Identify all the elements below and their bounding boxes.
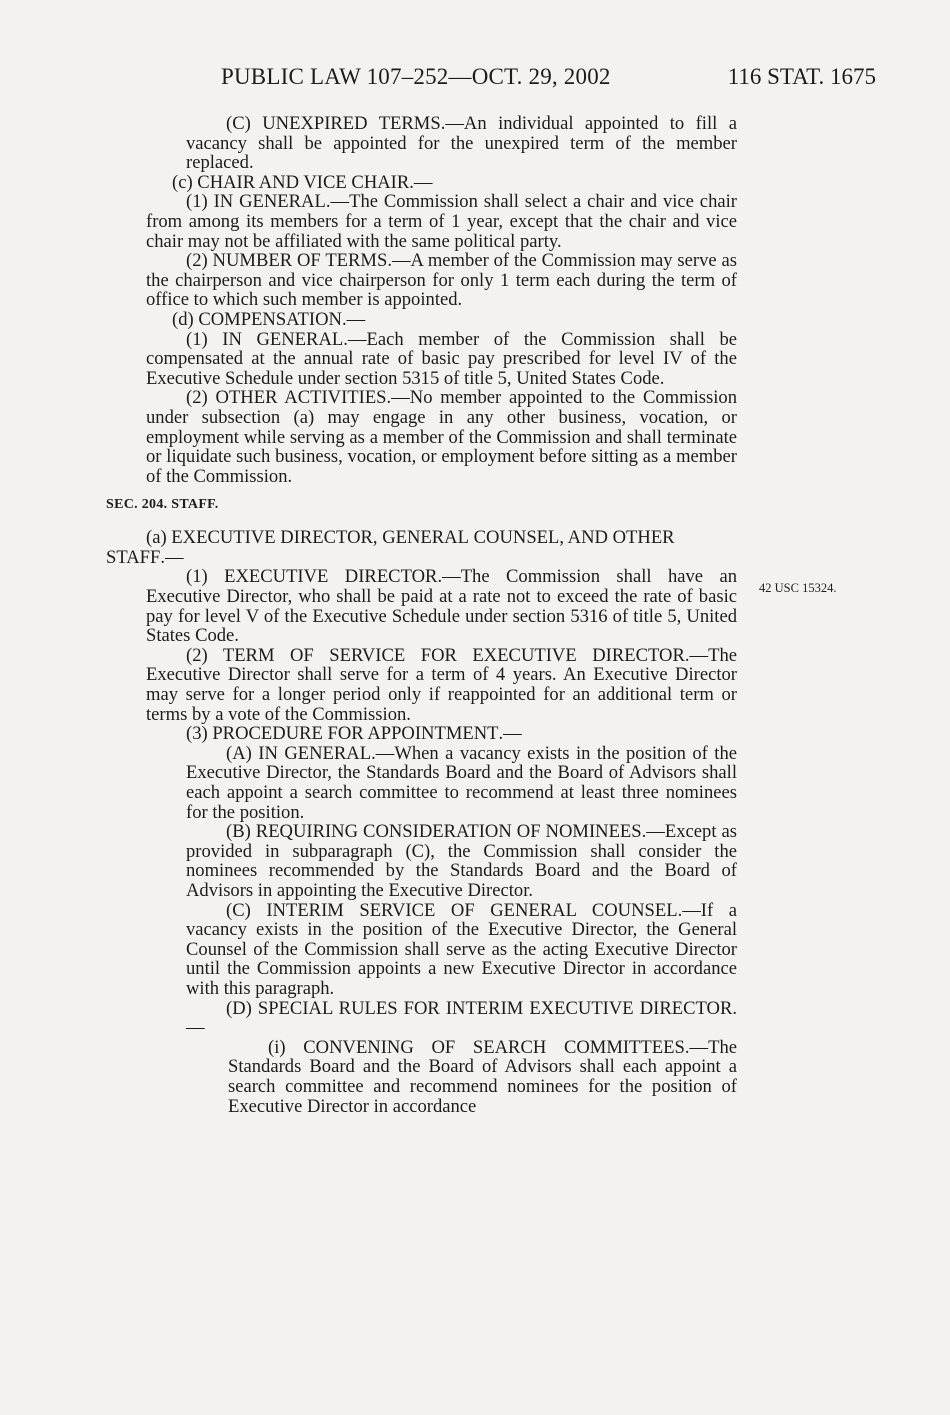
paragraph-convening-search: (i) CONVENING OF SEARCH COMMITTEES.—The Standards Board and the Board of Advisors shall each appoint a search committee and recommend nominees for the position of Executive Director in accordance xyxy=(228,1036,737,1117)
paragraph-executive-director: (1) EXECUTIVE DIRECTOR.—The Commission shall have an Executive Director, who shall be paid at a rate not to exceed the rate of basic pay for level V of the Executive Schedule under section 5316 of title 5, United States Code. xyxy=(146,566,738,647)
paragraph-special-rules: (D) SPECIAL RULES FOR INTERIM EXECUTIVE DIRECTOR.— xyxy=(186,997,737,1039)
paragraph-chair-vice-chair: (c) CHAIR AND VICE CHAIR.— xyxy=(172,171,433,193)
section-heading: SEC. 204. STAFF. xyxy=(106,497,219,513)
margin-citation: 42 USC 15324. xyxy=(759,581,837,595)
paragraph-interim-service: (C) INTERIM SERVICE OF GENERAL COUNSEL.—If a vacancy exists in the position of the Executive Director, the General Counsel of the Commission shall serve as the acting Executive Director until the Commission appoints a new Executive Director in accordance with this paragraph. xyxy=(186,899,737,999)
paragraph-other-activities: (2) OTHER ACTIVITIES.—No member appointed to the Commission under subsection (a) may engage in any other business, vocation, or employment while serving as a member of the Commission and shall terminate or liquidate such business, vocation, or employment before sitting as a member of the Commission. xyxy=(146,387,738,487)
paragraph-compensation: (d) COMPENSATION.— xyxy=(172,308,366,330)
paragraph-procedure-appointment: (3) PROCEDURE FOR APPOINTMENT.— xyxy=(186,723,522,745)
running-header-page: 116 STAT. 1675 xyxy=(727,64,876,89)
document-body xyxy=(106,113,738,1117)
paragraph-unexpired-terms: (C) UNEXPIRED TERMS.—An individual appointed to fill a vacancy shall be appointed for the unexpired term of the member replaced. xyxy=(186,113,737,174)
running-header-title: PUBLIC LAW 107–252—OCT. 29, 2002 xyxy=(221,64,611,89)
paragraph-compensation-general: (1) IN GENERAL.—Each member of the Commission shall be compensated at the annual rate of basic pay prescribed for level IV of the Executive Schedule under section 5315 of title 5, United States Code. xyxy=(146,328,737,389)
paragraph-term-of-service: (2) TERM OF SERVICE FOR EXECUTIVE DIRECTOR.—The Executive Director shall serve for a term of 4 years. An Executive Director may serve for a longer period only if reappointed for an additional term or terms by a vote of the Commission. xyxy=(146,644,737,725)
paragraph-executive-director-staff: (a) EXECUTIVE DIRECTOR, GENERAL COUNSEL, AND OTHER STAFF.— xyxy=(106,527,675,568)
paragraph-chair-general: (1) IN GENERAL.—The Commission shall select a chair and vice chair from among its members for a term of 1 year, except that the chair and vice chair may not be affiliated with the same political party. xyxy=(146,191,737,252)
paragraph-number-of-terms: (2) NUMBER OF TERMS.—A member of the Commission may serve as the chairperson and vice chairperson for only 1 term each during the term of office to which such member is appointed. xyxy=(146,250,738,311)
paragraph-requiring-consideration: (B) REQUIRING CONSIDERATION OF NOMINEES.—Except as provided in subparagraph (C), the Commission shall consider the nominees recommended by the Standards Board and the Board of Advisors in appointing the Executive Director. xyxy=(186,821,737,901)
paragraph-appointment-general: (A) IN GENERAL.—When a vacancy exists in the position of the Executive Director, the Standards Board and the Board of Advisors shall each appoint a search committee to recommend at least three nominees for the position. xyxy=(186,742,738,823)
